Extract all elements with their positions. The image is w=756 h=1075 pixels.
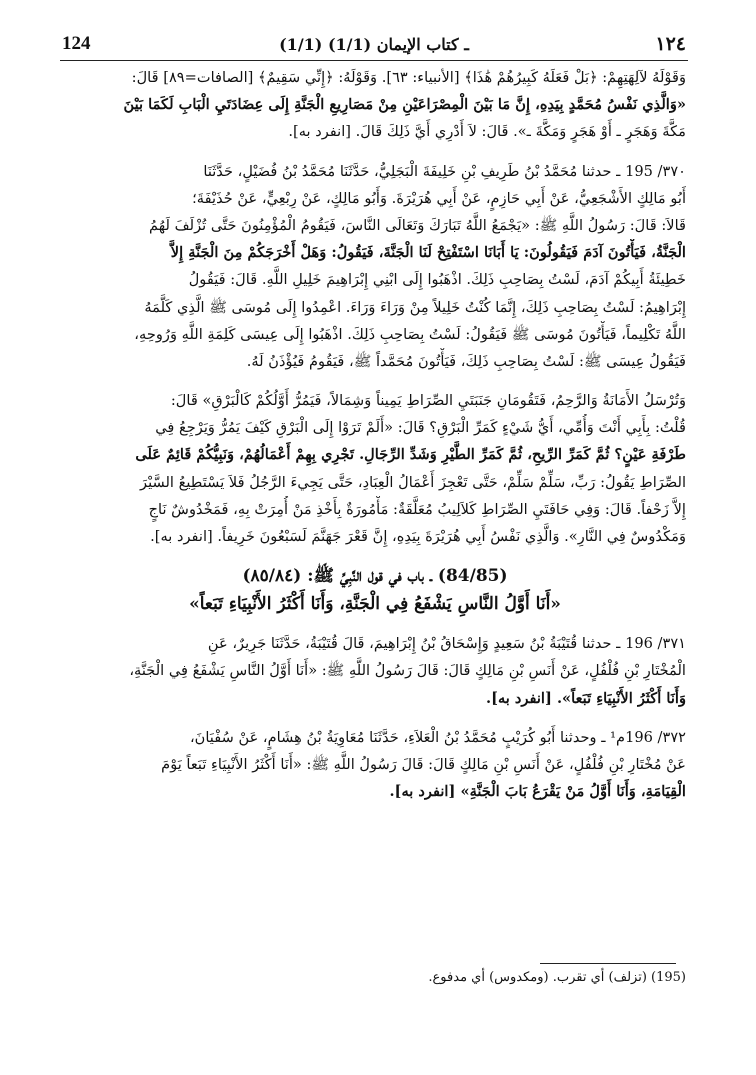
text-line: إِلاَّ زَحْفاً. قَالَ: وَفِي حَافَتَيِ الصِّرَاطِ كَلاَلِيبُ مُعَلَّقَةٌ: مَأْمُورَةٌ بِأَخْذِ مَنْ أُمِرَتْ بِهِ، فَمَخْدُوشٌ نَاجٍ — [148, 500, 686, 518]
running-title: (1/1) ـ كتاب الإيمان (1/1) — [279, 35, 469, 54]
text-line: مَكَّةَ وَهَجَرٍ ـ أَوْ هَجَرٍ وَمَكَّةَ ـ». قَالَ: لاَ أَدْرِي أَيَّ ذَلِكَ قَالَ. [انفرد به]. — [288, 123, 686, 141]
text-line: قَالاَ: قَالَ: رَسُولُ اللَّهِ ﷺ: «يَجْمَعُ اللَّهُ تَبَارَكَ وَتَعَالَى النَّاسَ، فَيَقُومُ الْمُؤْمِنُونَ حَتَّى تُزْلَفَ لَهُمُ — [149, 216, 686, 234]
page-number-arabic: ١٢٤ — [655, 33, 686, 55]
text-line: طَرْفَةِ عَيْنٍ؟ ثُمَّ كَمَرِّ الرِّيحِ، ثُمَّ كَمَرِّ الطَّيْرِ وَشَدِّ الرِّجَالِ. تَجْرِي بِهِمْ أَعْمَالُهُمْ، وَنَبِيُّكُمْ قَائِمٌ عَلَى — [135, 446, 686, 464]
text-line: إِبْرَاهِيمُ: لَسْتُ بِصَاحِبِ ذَلِكَ، إِنَّمَا كُنْتُ خَلِيلاً مِنْ وَرَاءَ وَرَاءَ. اعْمِدُوا إِلَى مُوسَى ﷺ الَّذِي كَلَّمَهُ — [144, 298, 686, 316]
text-line: خَطِيئَةُ أَبِيكُمْ آدَمَ، لَسْتُ بِصَاحِبِ ذَلِكَ. اذْهَبُوا إِلَى ابْنِي إِبْرَاهِيمَ خَلِيلِ اللَّهِ. قَالَ: فَيَقُولُ — [188, 271, 686, 289]
text-line: الْقِيَامَةِ، وَأَنَا أَوَّلُ مَنْ يَقْرَعُ بَابَ الْجَنَّةِ» [انفرد به]. — [389, 783, 686, 801]
hadith-196-line: ٣٧١/ 196 ـ حدثنا قُتَيْبَةُ بْنُ سَعِيدٍ وَإِسْحَاقُ بْنُ إِبْرَاهِيمَ، قَالَ قُتَيْبَةُ، حَدَّثَنَا جَرِيرٌ، عَنِ — [207, 635, 686, 653]
page-number-latin: 124 — [62, 33, 91, 54]
text-line: وَتُرْسَلُ الأَمَانَةُ وَالرَّحِمُ، فَتَقُومَانِ جَنَبَتَيِ الصِّرَاطِ يَمِيناً وَشِمَالاً، فَيَمُرُّ أَوَّلُكُمْ كَالْبَرْقِ» قَالَ: — [170, 392, 686, 410]
text-line: أَبُو مَالِكٍ الأَشْجَعِيُّ، عَنْ أَبِي حَازِمٍ، عَنْ أَبِي هُرَيْرَةَ. وَأَبُو مَالِكٍ، عَنْ رِبْعِيٍّ، عَنْ حُذَيْفَةَ؛ — [192, 189, 686, 207]
text-line: فَيَقُولُ عِيسَى ﷺ: لَسْتُ بِصَاحِبِ ذَلِكَ، فَيَأْتُونَ مُحَمَّداً ﷺ، فَيَقُومُ فَيُؤْذَنُ لَهُ. — [246, 352, 686, 370]
text-line: عَنْ مُخْتَارِ بْنِ فُلْفُلٍ، عَنْ أَنَسِ بْنِ مَالِكٍ قَالَ: قَالَ رَسُولُ اللَّهِ ﷺ: «أَنَا أَكْثَرُ الأَنْبِيَاءِ تَبَعاً يَوْمَ — [161, 755, 686, 773]
chapter-title: (84/85) ـ باب في قول النَّبِيِّ ﷺ: (٨٥/٨٤) — [242, 566, 508, 587]
header-rule — [60, 60, 688, 61]
text-line: وَأَنَا أَكْثَرُ الأَنْبِيَاءِ تَبَعاً». [انفرد به]. — [485, 689, 686, 707]
text-line: الْجَنَّةُ، فَيَأْتُونَ آدَمَ فَيَقُولُونَ: يَا أَبَانَا اسْتَفْتِحْ لَنَا الْجَنَّةَ، فَيَقُولُ: وَهَلْ أَخْرَجَكُمْ مِنَ الْجَنَّةِ إِلاَّ — [170, 244, 686, 262]
footnote: (195) (تزلف) أي تقرب. (ومكدوس) أي مدفوع. — [428, 970, 686, 985]
chapter-subtitle: «أَنَا أَوَّلُ النَّاسِ يَشْفَعُ فِي الْجَنَّةِ، وَأَنَا أَكْثَرُ الأَنْبِيَاءِ تَبَعاً» — [189, 594, 561, 615]
text-line: قُلْتُ: بِأَبِي أَنْتَ وَأُمِّي، أَيُّ شَيْءٍ كَمَرِّ الْبَرْقِ؟ قَالَ: «أَلَمْ تَرَوْا إِلَى الْبَرْقِ كَيْفَ يَمُرُّ وَيَرْجِعُ فِي — [155, 419, 686, 437]
footnote-rule — [540, 963, 676, 964]
hadith-196m-line: ٣٧٢/ 196م¹ ـ وحدثنا أَبُو كُرَيْبٍ مُحَمَّدُ بْنُ الْعَلاَءِ، حَدَّثَنَا مُعَاوِيَةُ بْنُ هِشَامٍ، عَنْ سُفْيَانَ، — [189, 728, 686, 746]
text-line: الْمُخْتَارِ بْنِ فُلْفُلٍ، عَنْ أَنَسِ بْنِ مَالِكٍ قَالَ: قَالَ رَسُولُ اللَّهِ ﷺ: «أَنَا أَوَّلُ النَّاسِ يَشْفَعُ فِي الْجَنَّةِ، — [129, 662, 686, 680]
text-line: وَقَوْلَهُ لآلِهَتِهِمْ: ﴿بَلْ فَعَلَهُ كَبِيرُهُمْ هَٰذَا﴾ [الأنبياء: ٦٣]. وَقَوْلَهُ: ﴿إِنِّي سَقِيمٌ﴾ [الصافات=٨٩] قَالَ: — [131, 69, 686, 86]
text-line: وَمَكْدُوسٌ فِي النَّارِ». وَالَّذِي نَفْسُ أَبِي هُرَيْرَةَ بِيَدِهِ، إِنَّ قَعْرَ جَهَنَّمَ لَسَبْعُونَ خَرِيفاً. [انفرد به]. — [150, 528, 686, 545]
text-line: الصِّرَاطِ يَقُولُ: رَبِّ، سَلِّمْ سَلِّمْ، حَتَّى تَعْجِزَ أَعْمَالُ الْعِبَادِ، حَتَّى يَجِيءَ الرَّجُلُ فَلاَ يَسْتَطِيعُ السَّيْرَ — [140, 473, 686, 491]
main-text — [64, 64, 686, 805]
hadith-195-line: ٣٧٠/ 195 ـ حدثنا مُحَمَّدُ بْنُ طَرِيفِ بْنِ خَلِيفَةَ الْبَجَلِيُّ، حَدَّثَنَا مُحَمَّدُ بْنُ فُضَيْلٍ، حَدَّثَنَا — [203, 162, 686, 180]
page-header — [62, 33, 686, 63]
text-line: اللَّهُ تَكْلِيماً، فَيَأْتُونَ مُوسَى ﷺ فَيَقُولُ: لَسْتُ بِصَاحِبِ ذَلِكَ. اذْهَبُوا إِلَى عِيسَى كَلِمَةِ اللَّهِ وَرُوحِهِ، — [134, 325, 686, 343]
text-line: «وَالَّذِي نَفْسُ مُحَمَّدٍ بِيَدِهِ، إِنَّ مَا بَيْنَ الْمِصْرَاعَيْنِ مِنْ مَصَارِيعِ الْجَنَّةِ إِلَى عِضَادَتَيِ الْبَابِ لَكَمَا بَيْنَ — [123, 96, 686, 114]
